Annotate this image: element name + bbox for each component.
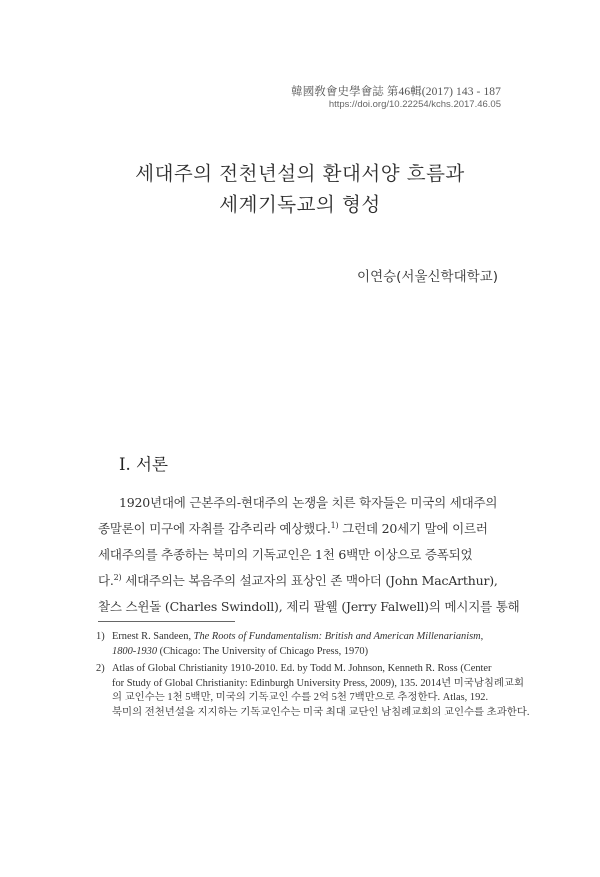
body-text-line: [98, 575, 506, 588]
footnote-2-line: 북미의 전천년설을 지지하는 기독교인수는 미국 최대 교단인 남침례교회의 교인수를 초과한다.: [112, 706, 530, 718]
footnote-number: 2): [96, 663, 105, 674]
book-title: The Roots of Fundamentalism: British and American Millenarianism,: [193, 631, 484, 642]
body-text: 종말론이 미구에 자취를 감추리라 예상했다.: [98, 521, 331, 536]
body-text-line: 세대주의를 추종하는 북미의 기독교인은 1천 6백만 이상으로 증폭되었: [98, 547, 473, 562]
footnote-text: Atlas of Global Christianity 1910-2010. Ed. by Todd M. Johnson, Kenneth R. Ross (Center: [112, 663, 492, 674]
footnote-2: [96, 662, 530, 720]
body-text-line: 1920년대에 근본주의-현대주의 논쟁을 치른 학자들은 미국의 세대주의: [119, 495, 498, 510]
body-text-line: 찰스 스윈돌 (Charles Swindoll), 제리 팔웰 (Jerry Falwell)의 메시지를 통해: [98, 599, 520, 614]
footnote-2-line: for Study of Global Christianity: Edinburgh University Press, 2009), 135. 2014년 미국남침례교회: [112, 677, 525, 689]
body-text: 세대주의는 복음주의 설교자의 표상인 존 맥아더 (John MacArthur),: [121, 573, 498, 588]
author-affiliation: 이연승(서울신학대학교): [357, 269, 498, 285]
footnote-ref-1[interactable]: 1): [330, 521, 339, 530]
section-heading: I. 서론: [119, 455, 168, 474]
journal-header: 韓國敎會史學會誌 第46輯(2017) 143 - 187: [291, 86, 501, 98]
article-title-line-2: 세계기독교의 형성: [219, 193, 381, 216]
footnote-2-line: 의 교인수는 1천 5백만, 미국의 기독교인 수를 2억 5천 7백만으로 추정한다. Atlas, 192.: [112, 692, 489, 703]
doi-link[interactable]: https://doi.org/10.22254/kchs.2017.46.05: [328, 99, 501, 110]
footnote-number: 1): [96, 631, 105, 642]
footnote-2-line: [96, 662, 508, 677]
body-text: 다.: [98, 573, 114, 588]
footnote-divider: [98, 621, 235, 622]
footnote-1-line: [96, 645, 508, 660]
body-text: 그런데 20세기 말에 이르러: [338, 521, 488, 536]
body-text-line: [98, 523, 506, 536]
footnote-ref-2[interactable]: 2): [113, 573, 122, 582]
article-title-line-1: 세대주의 전천년설의 환대서양 흐름과: [135, 162, 465, 185]
footnote-1: [96, 630, 508, 659]
book-years: 1800-1930: [112, 645, 158, 657]
footnote-text: Ernest R. Sandeen,: [112, 631, 194, 642]
footnote-1-line: [96, 630, 508, 645]
footnote-text: (Chicago: The University of Chicago Press, 1970): [157, 645, 369, 657]
